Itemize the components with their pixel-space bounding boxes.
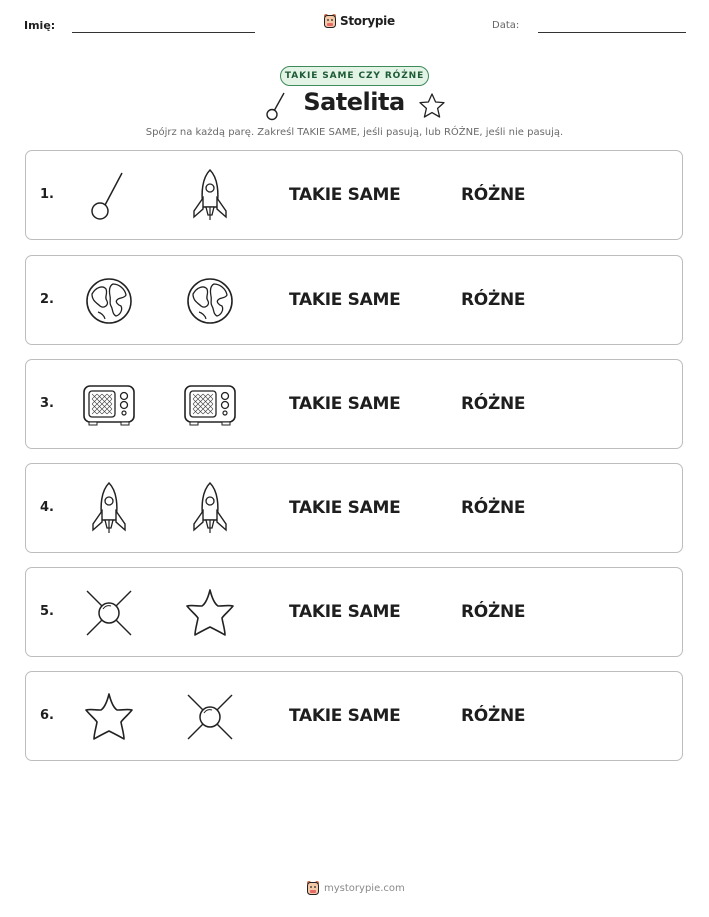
radio-icon — [80, 376, 138, 434]
question-row-5 — [25, 567, 683, 657]
brand-logo — [323, 13, 395, 29]
brand-name: Storypie — [340, 14, 395, 28]
star-icon — [181, 584, 239, 642]
star-icon — [80, 688, 138, 746]
storypie-mascot-icon — [323, 13, 337, 29]
satellite-icon — [80, 167, 138, 225]
footer — [306, 880, 405, 896]
option-takie-same[interactable]: TAKIE SAME — [289, 290, 401, 310]
rocket-icon — [80, 480, 138, 538]
option-takie-same[interactable]: TAKIE SAME — [289, 602, 401, 622]
name-label: Imię: — [24, 19, 56, 32]
date-label: Data: — [492, 20, 520, 31]
option-rozne[interactable]: RÓŻNE — [461, 290, 526, 310]
footer-site[interactable]: mystorypie.com — [324, 882, 405, 894]
question-row-4 — [25, 463, 683, 553]
question-row-6 — [25, 671, 683, 761]
earth-icon — [80, 272, 138, 330]
satellite-icon — [181, 688, 239, 746]
page-title: Satelita — [303, 88, 405, 116]
question-row-2 — [25, 255, 683, 345]
question-row-3 — [25, 359, 683, 449]
question-number: 5. — [40, 604, 54, 619]
question-number: 2. — [40, 292, 54, 307]
rocket-icon — [181, 167, 239, 225]
satellite-icon — [80, 584, 138, 642]
option-rozne[interactable]: RÓŻNE — [461, 706, 526, 726]
option-takie-same[interactable]: TAKIE SAME — [289, 394, 401, 414]
rocket-icon — [181, 480, 239, 538]
name-line[interactable] — [72, 32, 255, 33]
question-number: 4. — [40, 500, 54, 515]
option-rozne[interactable]: RÓŻNE — [461, 185, 526, 205]
worksheet-badge: TAKIE SAME CZY RÓŻNE — [280, 66, 429, 86]
option-rozne[interactable]: RÓŻNE — [461, 602, 526, 622]
option-takie-same[interactable]: TAKIE SAME — [289, 185, 401, 205]
star-icon — [417, 92, 447, 120]
option-takie-same[interactable]: TAKIE SAME — [289, 706, 401, 726]
date-line[interactable] — [538, 32, 686, 33]
storypie-mascot-icon — [306, 880, 320, 896]
question-row-1 — [25, 150, 683, 240]
question-number: 1. — [40, 187, 54, 202]
question-number: 3. — [40, 396, 54, 411]
option-takie-same[interactable]: TAKIE SAME — [289, 498, 401, 518]
option-rozne[interactable]: RÓŻNE — [461, 394, 526, 414]
radio-icon — [181, 376, 239, 434]
instructions: Spójrz na każdą parę. Zakreśl TAKIE SAME, jeśli pasują, lub RÓŻNE, jeśli nie pasują. — [145, 127, 564, 138]
earth-icon — [181, 272, 239, 330]
option-rozne[interactable]: RÓŻNE — [461, 498, 526, 518]
question-number: 6. — [40, 708, 54, 723]
